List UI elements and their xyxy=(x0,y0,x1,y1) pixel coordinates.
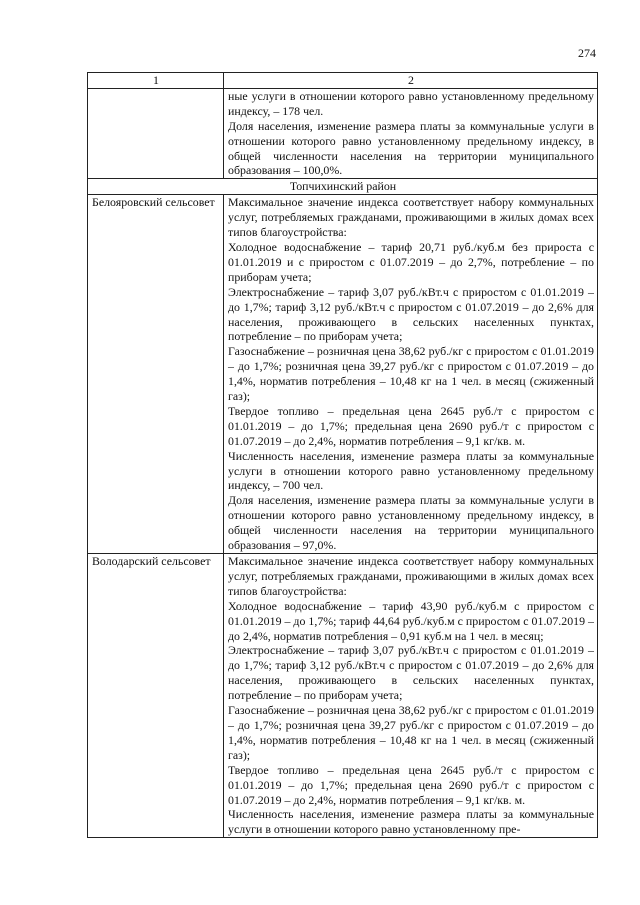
table-header-row xyxy=(88,73,598,89)
district-title: Топчихинский район xyxy=(88,179,598,195)
paragraph: Газоснабжение – розничная цена 38,62 руб./кг с приростом с 01.01.2019 – до 1,7%; розничная цена 39,27 руб./кг с приростом с 01.07.2019 – до 1,4%, норматив потребления – 10,48 кг на 1 чел. в месяц (сжиженный газ); xyxy=(228,703,594,762)
paragraph: Холодное водоснабжение – тариф 43,90 руб./куб.м с приростом с 01.01.2019 – до 1,7%; тариф 44,64 руб./куб.м с приростом с 01.07.2019 – до 2,4%, норматив потребления – 0,91 куб.м на 1 чел. в месяц; xyxy=(228,598,594,643)
row-text-cell xyxy=(224,195,598,554)
paragraph: ные услуги в отношении которого равно установленному предельному индексу, – 178 чел. xyxy=(228,88,594,118)
table-row xyxy=(88,554,598,838)
table-row-continuation xyxy=(88,88,598,178)
row-name-cell xyxy=(88,88,224,178)
paragraph: Численность населения, изменение размера платы за коммунальные услуги в отношении которого равно установленному пре- xyxy=(228,807,594,837)
paragraph: Твердое топливо – предельная цена 2645 руб./т с приростом с 01.01.2019 – до 1,7%; предельная цена 2690 руб./т с приростом с 01.07.2019 – до 2,4%, норматив потребления – 9,1 кг/кв. м. xyxy=(228,762,594,807)
paragraph: Электроснабжение – тариф 3,07 руб./кВт.ч с приростом с 01.01.2019 – до 1,7%; тариф 3,12 руб./кВт.ч с приростом с 01.07.2019 – до 2,6% для населения, проживающего в сельских населенных пунктах, потребление – по приборам учета; xyxy=(228,643,594,703)
municipality-name: Володарский сельсовет xyxy=(88,554,224,838)
paragraph: Твердое топливо – предельная цена 2645 руб./т с приростом с 01.01.2019 – до 1,7%; предельная цена 2690 руб./т с приростом с 01.07.2019 – до 2,4%, норматив потребления – 9,1 кг/кв. м. xyxy=(228,403,594,448)
paragraph: Максимальное значение индекса соответствует набору коммунальных услуг, потребляемых гражданами, проживающими в жилых домах всех типов благоустройства: xyxy=(228,554,594,598)
paragraph: Максимальное значение индекса соответствует набору коммунальных услуг, потребляемых гражданами, проживающими в жилых домах всех типов благоустройства: xyxy=(228,195,594,240)
municipality-name: Белояровский сельсовет xyxy=(88,195,224,554)
district-row xyxy=(88,179,598,195)
column-header-1: 1 xyxy=(88,73,224,89)
paragraph: Электроснабжение – тариф 3,07 руб./кВт.ч с приростом с 01.01.2019 – до 1,7%; тариф 3,12 руб./кВт.ч с приростом с 01.07.2019 – до 2,6% для населения, проживающего в сельских населенных пунктах, потребление – по приборам учета; xyxy=(228,284,594,344)
page-number: 274 xyxy=(578,46,596,60)
paragraph: Холодное водоснабжение – тариф 20,71 руб./куб.м без прироста с 01.01.2019 и с приростом с 01.07.2019 – до 2,7%, потребление – по приборам учета; xyxy=(228,239,594,284)
table-row xyxy=(88,195,598,554)
row-text-cell xyxy=(224,88,598,178)
paragraph: Доля населения, изменение размера платы за коммунальные услуги в отношении которого равно установленному предельному индексу, в общей численности населения на территории муниципального образования – 97,0%. xyxy=(228,493,594,553)
paragraph: Газоснабжение – розничная цена 38,62 руб./кг с приростом с 01.01.2019 – до 1,7%; розничная цена 39,27 руб./кг с приростом с 01.07.2019 – до 1,4%, норматив потребления – 10,48 кг на 1 чел. в месяц (сжиженный газ); xyxy=(228,344,594,404)
paragraph: Доля населения, изменение размера платы за коммунальные услуги в отношении которого равно установленному предельному индексу, в общей численности населения на территории муниципального образования – 100,0%. xyxy=(228,118,594,178)
column-header-2: 2 xyxy=(224,73,598,89)
row-text-cell xyxy=(224,554,598,838)
document-table xyxy=(87,72,598,838)
paragraph: Численность населения, изменение размера платы за коммунальные услуги в отношении которого равно установленному предельному индексу, – 700 чел. xyxy=(228,448,594,493)
